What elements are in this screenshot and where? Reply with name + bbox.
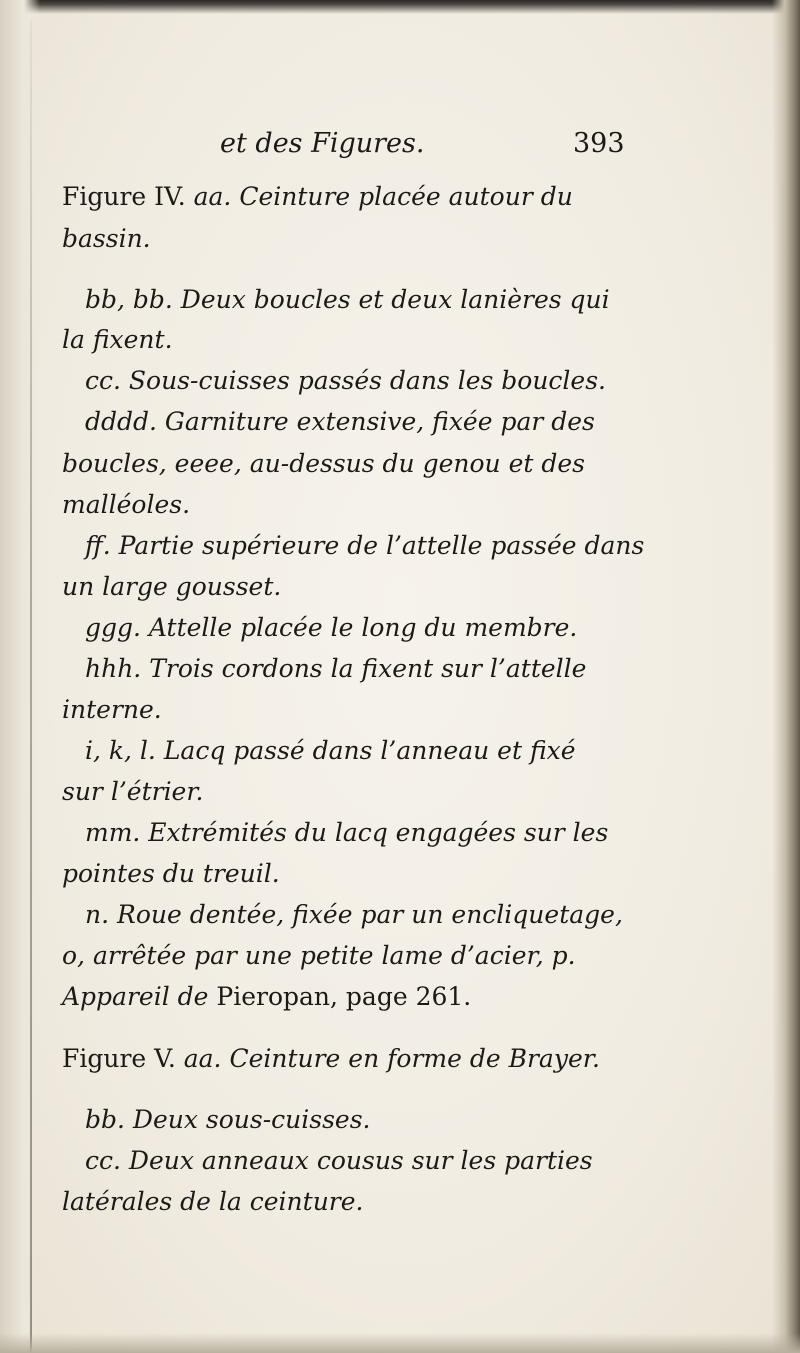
page-header bbox=[0, 128, 800, 168]
legend-entry-continuation: latérales de la ceinture. bbox=[62, 1187, 364, 1216]
legend-entry: ff. Partie supérieure de l’attelle passée dans bbox=[85, 531, 645, 560]
running-title: et des Figures. bbox=[220, 128, 425, 159]
legend-entry: bb, bb. Deux boucles et deux lanières qui bbox=[85, 285, 610, 314]
legend-entry: aa. Ceinture placée autour du bbox=[193, 182, 573, 211]
legend-entry-italic: Appareil de bbox=[62, 982, 209, 1011]
legend-entry-continuation: sur l’étrier. bbox=[62, 777, 204, 806]
legend-entry-continuation: bassin. bbox=[62, 224, 151, 253]
legend-entry-continuation: pointes du treuil. bbox=[62, 859, 280, 888]
legend-entry-continuation: la fixent. bbox=[62, 325, 173, 354]
legend-entry: mm. Extrémités du lacq engagées sur les bbox=[85, 818, 609, 847]
legend-entry: aa. Ceinture en forme de Brayer. bbox=[183, 1044, 600, 1073]
legend-entry: ggg. Attelle placée le long du membre. bbox=[85, 613, 578, 642]
figure-v-label: Figure V. bbox=[62, 1044, 176, 1073]
legend-entry bbox=[62, 982, 471, 1012]
figure-iv-line-1 bbox=[62, 182, 573, 212]
binding-shadow bbox=[30, 20, 32, 1353]
legend-entry: cc. Deux anneaux cousus sur les parties bbox=[85, 1146, 593, 1175]
legend-entry: bb. Deux sous-cuisses. bbox=[85, 1105, 371, 1134]
legend-entry: n. Roue dentée, fixée par un encliquetage, bbox=[85, 900, 623, 929]
legend-entry-continuation: boucles, eeee, au-dessus du genou et des bbox=[62, 449, 585, 478]
legend-entry-roman: Pieropan, page 261. bbox=[216, 982, 472, 1011]
figure-v-line-1 bbox=[62, 1044, 600, 1074]
legend-entry: cc. Sous-cuisses passés dans les boucles. bbox=[85, 366, 606, 395]
legend-entry: i, k, l. Lacq passé dans l’anneau et fixé bbox=[85, 736, 576, 765]
legend-entry: dddd. Garniture extensive, fixée par des bbox=[85, 407, 595, 436]
legend-entry-continuation: interne. bbox=[62, 695, 162, 724]
legend-entry-continuation: un large gousset. bbox=[62, 572, 282, 601]
legend-entry-continuation: malléoles. bbox=[62, 490, 191, 519]
top-page-edge bbox=[0, 0, 800, 14]
legend-entry-continuation: o, arrêtée par une petite lame d’acier, p. bbox=[62, 941, 576, 970]
right-page-edge bbox=[772, 0, 800, 1353]
left-page-edge bbox=[0, 0, 40, 1353]
legend-entry: hhh. Trois cordons la fixent sur l’attelle bbox=[85, 654, 587, 683]
bottom-page-edge bbox=[0, 1333, 800, 1353]
figure-iv-label: Figure IV. bbox=[62, 182, 186, 211]
page-number: 393 bbox=[573, 128, 625, 159]
